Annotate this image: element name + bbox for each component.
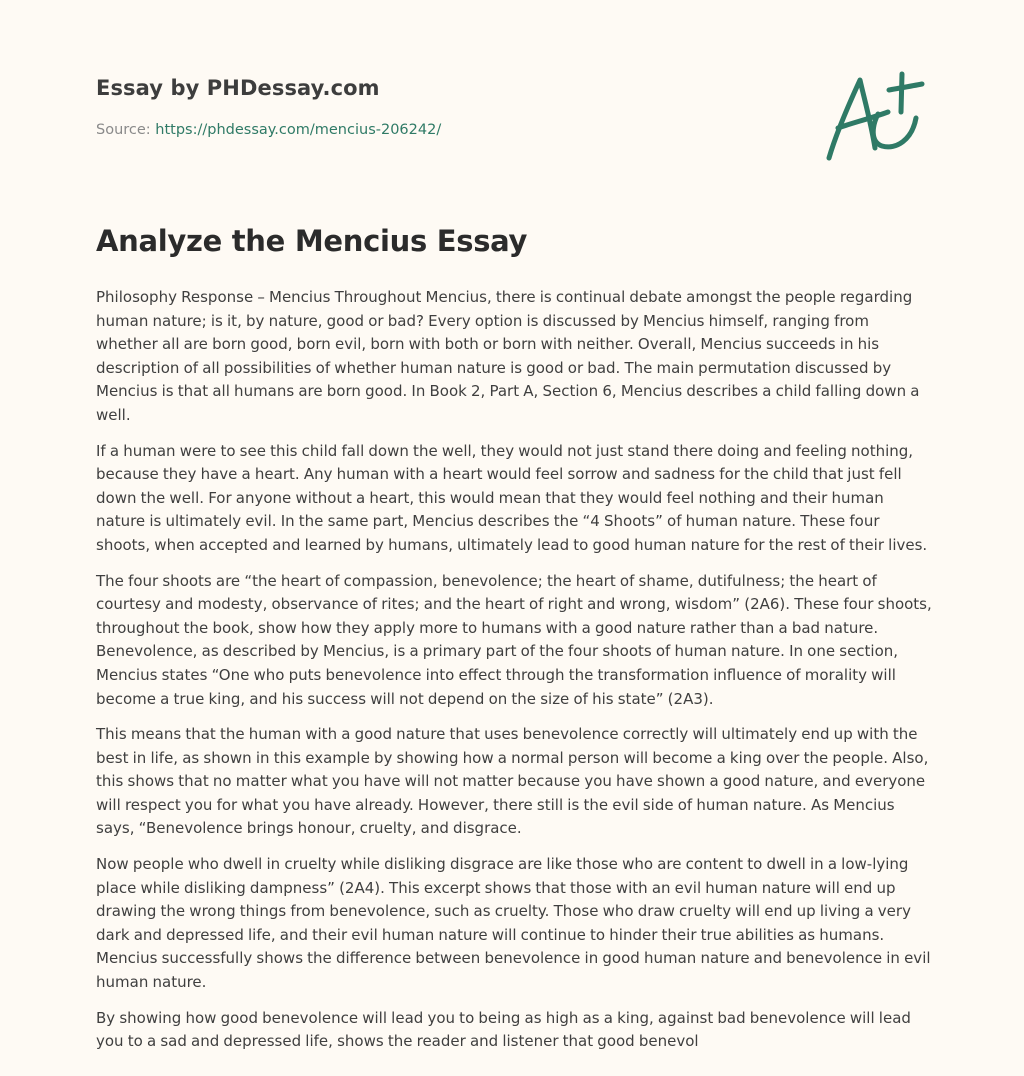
source-line [96, 122, 796, 138]
brand-title: Essay by PHDessay.com [96, 76, 380, 100]
paragraph: If a human were to see this child fall down the well, they would not just stand there doing and feeling nothing, because they have a heart. Any human with a heart would feel sorrow and sadness for the child that just fell down the well. For anyone without a heart, this would mean that they would feel nothing and their human nature is ultimately evil. In the same part, Mencius describes the “4 Shoots” of human nature. These four shoots, when accepted and learned by humans, ultimately lead to good human nature for the rest of their lives. [96, 441, 928, 554]
paragraph: The four shoots are “the heart of compassion, benevolence; the heart of shame, dutifulness; the heart of courtesy and modesty, observance of rites; and the heart of right and wrong, wisdom” (2A6). These four shoots, throughout the book, show how they apply more to humans with a good nature rather than a bad nature. Benevolence, as described by Mencius, is a primary part of the four shoots of human nature. In one section, Mencius states “One who puts benevolence into effect through the transformation influence of morality will become a true king, and his success will not depend on the size of his state” (2A3). [96, 571, 932, 708]
page-header [96, 76, 796, 138]
paragraph: Now people who dwell in cruelty while disliking disgrace are like those who are content to dwell in a low-lying place while disliking dampness” (2A4). This excerpt shows that those with an evil human nature will end up drawing the wrong things from benevolence, such as cruelty. Those who draw cruelty will end up living a very dark and depressed life, and their evil human nature will continue to hinder their true abilities as humans. Mencius successfully shows the difference between benevolence in good human nature and benevolence in evil human nature. [96, 855, 931, 992]
paragraph: This means that the human with a good nature that uses benevolence correctly will ultimately end up with the best in life, as shown in this example by showing how a normal person will become a king over the people. Also, this shows that no matter what you have will not matter because you have shown a good nature, and everyone will respect you for what you have already. However, there still is the evil side of human nature. As Mencius says, “Benevolence brings honour, cruelty, and disgrace. [96, 725, 929, 838]
article-body [96, 286, 932, 1066]
a-plus-logo-svg [822, 68, 926, 164]
page-title: Analyze the Mencius Essay [96, 224, 528, 258]
paragraph: By showing how good benevolence will lead you to being as high as a king, against bad benevolence will lead you to a sad and depressed life, shows the reader and listener that good benevol [96, 1008, 911, 1051]
paragraph: Philosophy Response – Mencius Throughout Mencius, there is continual debate amongst the people regarding human nature; is it, by nature, good or bad? Every option is discussed by Mencius himself, ranging from whether all are born good, born evil, born with both or born with neither. Overall, Mencius succeeds in his description of all possibilities of whether human nature is good or bad. The main permutation discussed by Mencius is that all humans are born good. In Book 2, Part A, Section 6, Mencius describes a child falling down a well. [96, 288, 920, 424]
a-plus-grade-icon [822, 68, 926, 164]
source-label: Source: [96, 122, 156, 138]
source-link[interactable]: https://phdessay.com/mencius-206242/ [155, 122, 442, 138]
